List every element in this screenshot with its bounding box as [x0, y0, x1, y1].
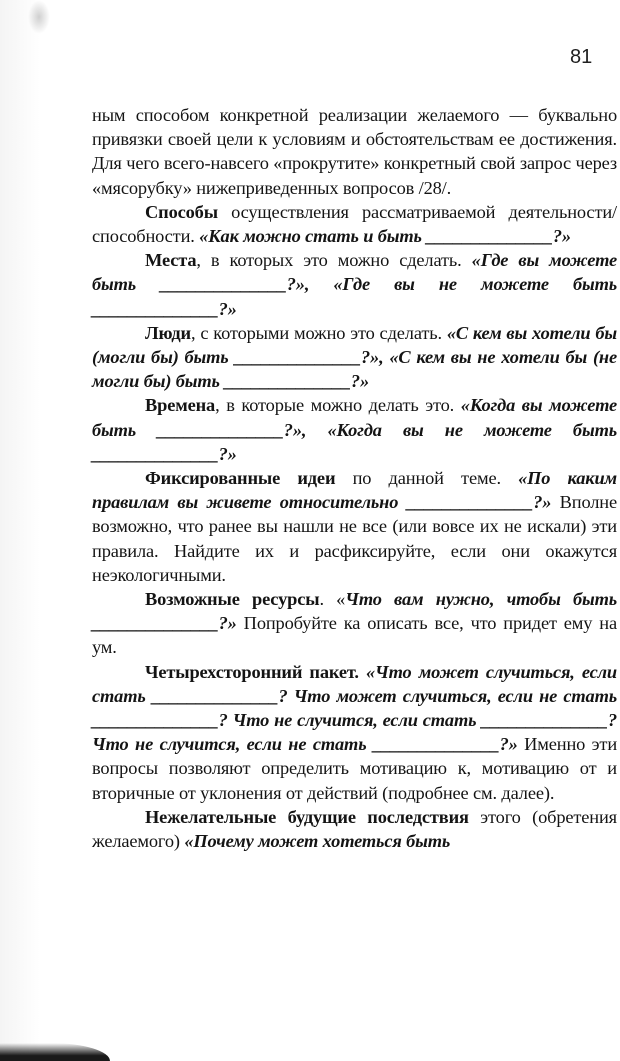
- scan-shadow-bottom: [0, 1043, 110, 1061]
- term-places: Места: [145, 250, 197, 271]
- run: , в которые можно делать это.: [215, 395, 461, 416]
- run: Именно эти вопросы позволяют определить мотивацию к, мотивацию от и вторичные от уклонения от действий (подробнее см. далее).: [92, 734, 618, 803]
- page-text: [92, 103, 617, 853]
- question: «Что может случиться, если стать ______________? Что может случиться, если не стать ______________? Что не случится, если стать ______________? Что не случится, если не стать ______________?»: [92, 661, 617, 755]
- paragraph-times: [92, 393, 617, 466]
- paragraph-fixed-ideas: [92, 466, 617, 587]
- question: «Как можно стать и быть ______________?»: [199, 226, 571, 247]
- paragraph-people: [92, 321, 617, 394]
- term-times: Времена: [145, 395, 216, 416]
- question: Что вам нужно, чтобы быть ______________?»: [92, 589, 618, 634]
- question: «С кем вы хотели бы (могли бы) быть ______________?», «С кем вы не хотели бы (не могли бы) быть ______________?»: [92, 322, 617, 392]
- question: «Почему может хотеться быть: [184, 831, 451, 852]
- term-four-sided-package: Четырехсторонний пакет.: [145, 661, 366, 682]
- paragraph-resources: [92, 587, 617, 660]
- page-number: 81: [570, 46, 593, 68]
- run: по данной теме.: [335, 468, 519, 489]
- question: «По каким правилам вы живете относительно ______________?»: [92, 468, 618, 513]
- run: Попробуйте ка описать все, что придет ему на ум.: [92, 613, 617, 658]
- term-methods: Способы: [145, 201, 218, 222]
- run: , в которых это можно сделать.: [196, 250, 472, 271]
- run: . «: [319, 589, 346, 610]
- run: этого (обретения желаемого): [92, 806, 617, 852]
- term-undesired-consequences: Нежелательные будущие последствия: [145, 806, 469, 827]
- paragraph-places: [92, 248, 617, 321]
- paragraph-intro: [92, 103, 617, 200]
- term-people: Люди: [145, 322, 192, 343]
- term-fixed-ideas: Фиксированные идеи: [145, 468, 336, 489]
- question: «Где вы можете быть ______________?», «Где вы не можете быть ______________?»: [92, 250, 617, 319]
- scan-shadow-top: [28, 0, 50, 34]
- paragraph-undesired-consequences: [92, 805, 617, 853]
- run: , с которыми можно это сделать.: [191, 322, 447, 343]
- run: Вполне возможно, что ранее вы нашли не все (или вовсе их не искали) эти правила. Найдите их и расфиксируйте, если они окажутся неэкологичными.: [92, 492, 617, 585]
- run: осуществления рассматриваемой деятельности/способности.: [92, 201, 617, 247]
- question: «Когда вы можете быть ______________?», «Когда вы не можете быть ______________?»: [92, 395, 617, 464]
- term-resources: Возможные ресурсы: [145, 589, 320, 610]
- paragraph-methods: [92, 200, 617, 248]
- run: ным способом конкретной реализации желаемого — буквально привязки своей цели к условиям и обстоятельствам ее достижения. Для чего всего-навсего «прокрутите» конкретный свой запрос через «мясорубку» нижеприведенных вопросов /28/.: [92, 105, 617, 198]
- paragraph-four-sided-package: [92, 660, 617, 805]
